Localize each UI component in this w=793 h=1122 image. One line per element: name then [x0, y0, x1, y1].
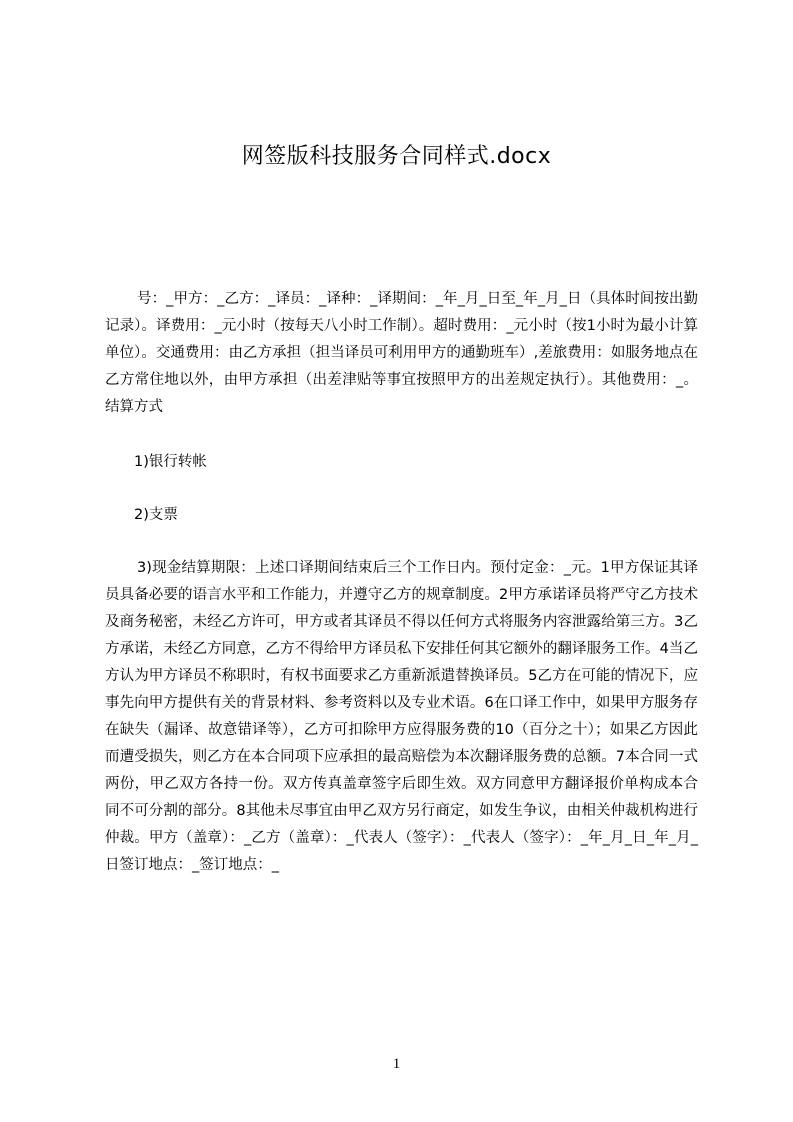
paragraph-cash-settlement: 3)现金结算期限：上述口译期间结束后三个工作日内。预付定金：_元。1甲方保证其译员具备必要的语言水平和工作能力，并遵守乙方的规章制度。2甲方承诺译员将严守乙方技术及商务秘密，未经乙方许可，甲方或者其译员不得以任何方式将服务内容泄露给第三方。3乙方承诺，未经乙方同意，乙方不得给甲方译员私下安排任何其它额外的翻译服务工作。4当乙方认为甲方译员不称职时，有权书面要求乙方重新派遣替换译员。5乙方在可能的情况下，应事先向甲方提供有关的背景材料、参考资料以及专业术语。6在口译工作中，如果甲方服务存在缺失（漏译、故意错译等），乙方可扣除甲方应得服务费的10（百分之十）；如果乙方因此而遭受损失，则乙方在本合同项下应承担的最高赔偿为本次翻译服务费的总额。7本合同一式两份，甲乙双方各持一份。双方传真盖章签字后即生效。双方同意甲方翻译报价单构成本合同不可分割的部分。8其他未尽事宜由甲乙双方另行商定，如发生争议，由相关仲裁机构进行仲裁。甲方（盖章）：_乙方（盖章）：_代表人（签字）：_代表人（签字）：_年_月_日_年_月_日签订地点：_签订地点：_ [105, 560, 698, 873]
page-number: 1 [392, 1056, 401, 1072]
paragraph-check: 2)支票 [134, 507, 178, 523]
document-title: 网签版科技服务合同样式.docx [241, 144, 552, 169]
paragraph-bank-transfer: 1)银行转帐 [134, 454, 207, 470]
paragraph-contract-terms: 号：_甲方：_乙方：_译员：_译种：_译期间：_年_月_日至_年_月_日（具体时间按出勤记录）。译费用：_元小时（按每天八小时工作制）。超时费用：_元小时（按1小时为最小计算单位）。交通费用：由乙方承担（担当译员可利用甲方的通勤班车）,差旅费用：如服务地点在乙方常住地以外，由甲方承担（出差津贴等事宜按照甲方的出差规定执行）。其他费用：_。结算方式 [105, 291, 698, 415]
